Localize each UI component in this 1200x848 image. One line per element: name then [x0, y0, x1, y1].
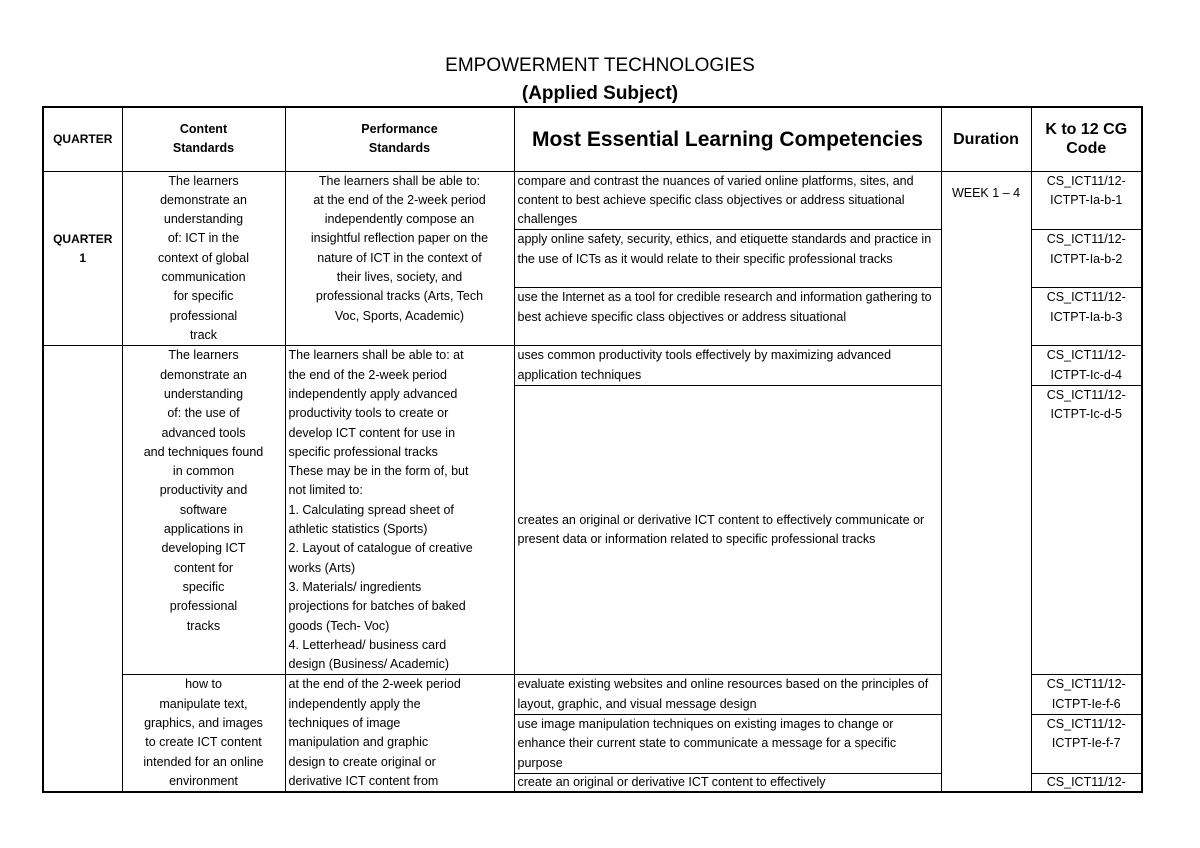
cg-code-cell: CS_ICT11/12- ICTPT-Ic-d-5: [1031, 386, 1142, 675]
melc-cell: apply online safety, security, ethics, and etiquette standards and practice in the use of ICTs as it would relate to their specific professional tracks: [514, 230, 941, 288]
cg-code-cell: CS_ICT11/12- ICTPT-Ie-f-7: [1031, 715, 1142, 774]
cg-code-cell: CS_ICT11/12- ICTPT-Ia-b-1: [1031, 171, 1142, 230]
quarter-cell-continued: [43, 346, 122, 793]
performance-standard-cell: The learners shall be able to: at the end of the 2-week period independently apply advanced productivity tools to create or develop ICT content for use in specific professional tracks These may be in the form of, but not limited to: 1. Calculating spread sheet of athletic statistics (Sports) 2. Layout of catalogue of creative works (Arts) 3. Materials/ ingredients projections for batches of baked goods (Tech- Voc) 4. Letterhead/ business card design (Business/ Academic): [285, 346, 514, 675]
cg-code-cell: CS_ICT11/12- ICTPT-Ia-b-2: [1031, 230, 1142, 288]
cg-code-cell: CS_ICT11/12- ICTPT-Ia-b-3: [1031, 288, 1142, 346]
content-standard-cell: The learners demonstrate an understanding of: the use of advanced tools and techniques found in common productivity and software applications in developing ICT content for specific professional tracks: [122, 346, 285, 675]
document-subtitle: (Applied Subject): [521, 83, 679, 104]
melc-cell: use image manipulation techniques on existing images to change or enhance their current state to communicate a message for a specific purpose: [514, 715, 941, 774]
melc-cell: use the Internet as a tool for credible research and information gathering to best achieve specific class objectives or address situational: [514, 288, 941, 346]
performance-standard-cell: The learners shall be able to: at the end of the 2-week period independently compose an insightful reflection paper on the nature of ICT in the context of their lives, society, and professional tracks (Arts, Tech Voc, Sports, Academic): [285, 171, 514, 346]
content-standard-cell: how to manipulate text, graphics, and images to create ICT content intended for an online environment: [122, 675, 285, 792]
performance-standard-cell: at the end of the 2-week period independently apply the techniques of image manipulation and graphic design to create original or derivative ICT content from: [285, 675, 514, 792]
cg-code-cell: CS_ICT11/12- ICTPT-Ic-d-4: [1031, 346, 1142, 386]
header-melc: Most Essential Learning Competencies: [514, 107, 941, 171]
melc-cell: uses common productivity tools effectively by maximizing advanced application techniques: [514, 346, 941, 386]
header-row: [43, 107, 1142, 171]
curriculum-table: [42, 106, 1143, 793]
header-performance-standards: Performance Standards: [285, 107, 514, 171]
cg-code-cell: CS_ICT11/12- ICTPT-Ie-f-6: [1031, 675, 1142, 715]
quarter-cell: QUARTER 1: [43, 171, 122, 346]
melc-cell: creates an original or derivative ICT content to effectively communicate or present data or information related to specific professional tracks: [514, 386, 941, 675]
cg-code-cell: CS_ICT11/12-: [1031, 773, 1142, 792]
header-content-standards: Content Standards: [122, 107, 285, 171]
table-row: [43, 171, 1142, 230]
header-quarter: QUARTER: [43, 107, 122, 171]
document-title: EMPOWERMENT TECHNOLOGIES: [445, 55, 755, 76]
duration-cell: WEEK 1 – 4: [941, 171, 1031, 792]
content-standard-cell: The learners demonstrate an understanding of: ICT in the context of global communication for specific professional track: [122, 171, 285, 346]
melc-cell: evaluate existing websites and online resources based on the principles of layout, graphic, and visual message design: [514, 675, 941, 715]
header-duration: Duration: [941, 107, 1031, 171]
melc-cell: compare and contrast the nuances of varied online platforms, sites, and content to best achieve specific class objectives or address situational challenges: [514, 171, 941, 230]
melc-cell: create an original or derivative ICT content to effectively: [514, 773, 941, 792]
header-cg-code: K to 12 CG Code: [1031, 107, 1142, 171]
